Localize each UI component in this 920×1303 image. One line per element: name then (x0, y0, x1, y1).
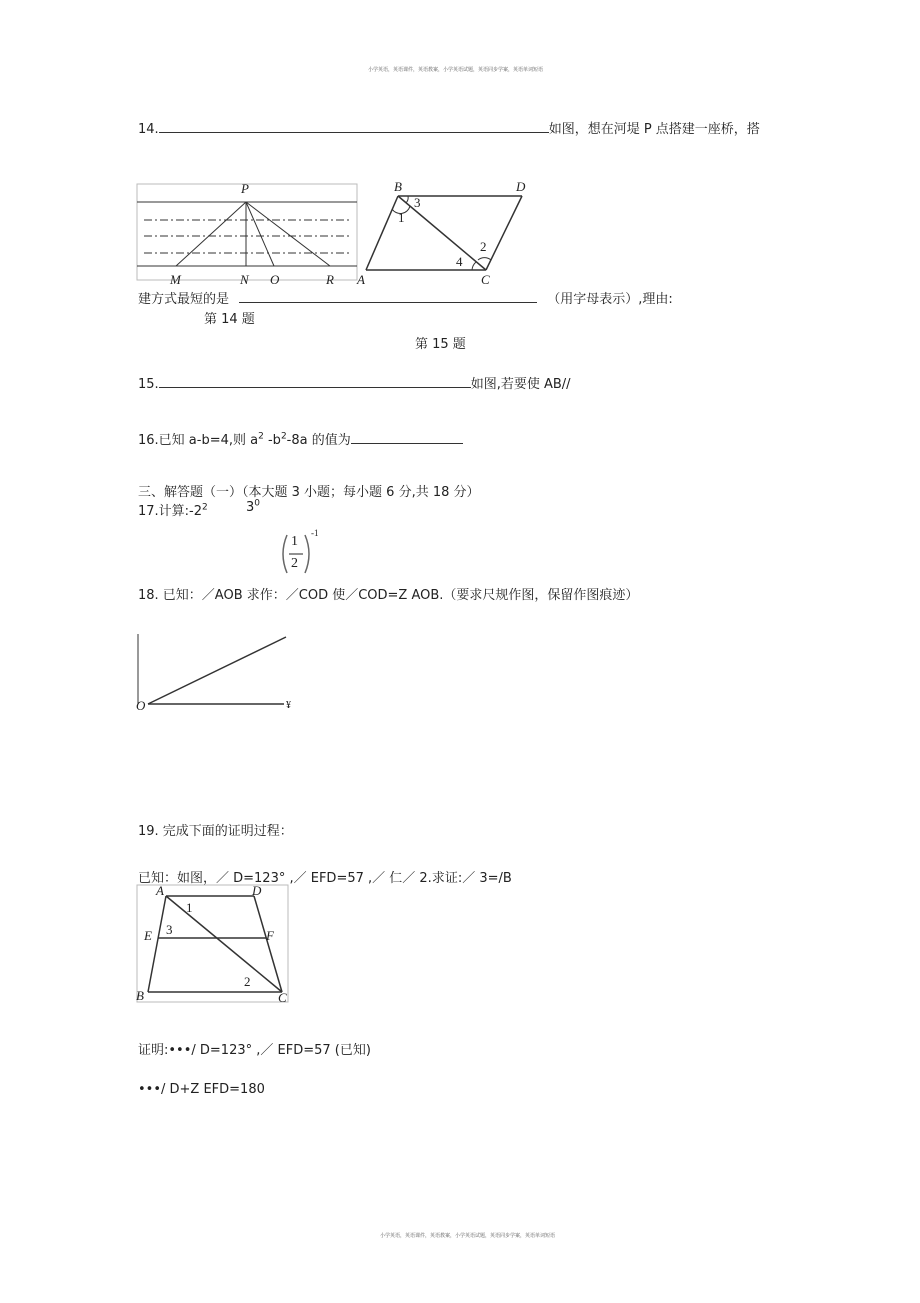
label-O: O (270, 272, 280, 287)
question-17-term2 (246, 500, 260, 515)
label-E: E (144, 928, 152, 943)
segment-BC (398, 196, 486, 270)
label-C: C (481, 272, 490, 287)
paren-left (283, 535, 287, 573)
fraction-numerator: 1 (291, 534, 298, 549)
label-F: F (266, 928, 274, 943)
question-16-prefix: 16.已知 a-b=4,则 a (138, 433, 259, 448)
caption-15: 第 15 题 (415, 337, 466, 352)
question-17-prefix: 17.计算:-2 (138, 504, 203, 519)
label-angle-1: 1 (186, 900, 193, 915)
proof-line-2: •••/ D+Z EFD=180 (138, 1082, 265, 1097)
label-C: C (278, 990, 287, 1005)
question-16-mid1: -b (263, 433, 281, 448)
question-16-sup1: 2 (258, 431, 264, 442)
question-16-mid2: -8a 的值为 (286, 433, 351, 448)
fraction-denominator: 2 (291, 556, 298, 571)
angle-arc-4 (472, 262, 476, 270)
section-3-title: 三、解答题（一）（本大题 3 小题；每小题 6 分,共 18 分） (138, 485, 480, 500)
angle-arc-2 (478, 258, 491, 260)
label-angle-4: 4 (456, 254, 463, 269)
fraction-half-inverse (278, 530, 322, 578)
label-angle-3: 3 (166, 922, 173, 937)
label-A: A (357, 272, 365, 287)
question-17-term2-sup: 0 (254, 498, 261, 509)
label-B: B (136, 988, 144, 1003)
label-angle-2: 2 (480, 239, 487, 254)
label-angle-1: 1 (398, 210, 405, 225)
fraction-exponent: -1 (311, 528, 319, 538)
question-15-line (138, 373, 571, 392)
label-M: M (170, 272, 181, 287)
page-header: 小学英语，英语课件，英语教案，小学英语试题，英语同步学案，英语单词短语 (368, 67, 544, 73)
question-14-text-a: 如图，想在河堤 P 点搭建一座桥，搭 (548, 122, 760, 137)
question-19-title: 19. 完成下面的证明过程： (138, 824, 293, 839)
question-14-text-b-suffix: （用字母表示）,理由: (547, 292, 673, 307)
label-angle-3: 3 (414, 195, 421, 210)
segment-AB (366, 196, 398, 270)
figure-19-frame (137, 885, 288, 1002)
segment-AB (148, 896, 166, 992)
question-15-text: 如图,若要使 AB// (470, 377, 571, 392)
label-P: P (241, 181, 249, 196)
segment-CD (486, 196, 522, 270)
segment-PO (246, 202, 274, 266)
page-footer: 小学英语，英语课件，英语教案，小学英语试题，英语同步学案，英语单词短语 (380, 1233, 556, 1239)
paren-right (305, 535, 309, 573)
segment-PM (176, 202, 246, 266)
question-14-line (138, 118, 760, 137)
label-N: N (240, 272, 249, 287)
answer-blank-14 (159, 120, 549, 133)
answer-blank-15 (159, 375, 471, 388)
label-angle-2: 2 (244, 974, 251, 989)
figure-14 (134, 178, 364, 288)
caption-14: 第 14 题 (204, 312, 255, 327)
question-19-given: 已知：如图，／ D=123° ,／ EFD=57 ,／ 仁／ 2.求证:／ 3=/B (138, 871, 512, 886)
question-17-term2-base: 3 (246, 500, 255, 515)
question-14-number: 14. (138, 122, 159, 137)
question-17-sup: 2 (202, 502, 208, 513)
label-R: R (326, 272, 334, 287)
question-17-line (138, 500, 208, 519)
label-D: D (516, 179, 526, 194)
question-16-line (138, 429, 463, 448)
ray-OA (148, 637, 286, 704)
figure-15 (354, 176, 540, 288)
question-14-text-b-prefix: 建方式最短的是 (138, 292, 230, 307)
figure-18 (134, 630, 304, 718)
question-16-sup2: 2 (280, 431, 287, 442)
label-D: D (252, 883, 262, 898)
figure-19 (134, 882, 292, 1006)
angle-arc-3 (406, 196, 408, 203)
answer-blank-16 (351, 431, 463, 444)
question-14-line-b (138, 288, 673, 307)
proof-line-1: 证明:•••/ D=123° ,／ EFD=57 (已知) (138, 1043, 371, 1058)
label-ray-end: ¥ (286, 700, 291, 711)
segment-AC (166, 896, 282, 992)
label-O: O (136, 698, 146, 713)
question-15-number: 15. (138, 377, 159, 392)
label-B: B (394, 179, 402, 194)
segment-PR (246, 202, 330, 266)
label-A: A (156, 883, 164, 898)
question-18-text: 18. 已知：／AOB 求作：／COD 使／COD=Z AOB.（要求尺规作图，保留作图痕迹） (138, 588, 639, 603)
segment-DC (254, 896, 282, 992)
answer-blank-14b (239, 290, 537, 303)
